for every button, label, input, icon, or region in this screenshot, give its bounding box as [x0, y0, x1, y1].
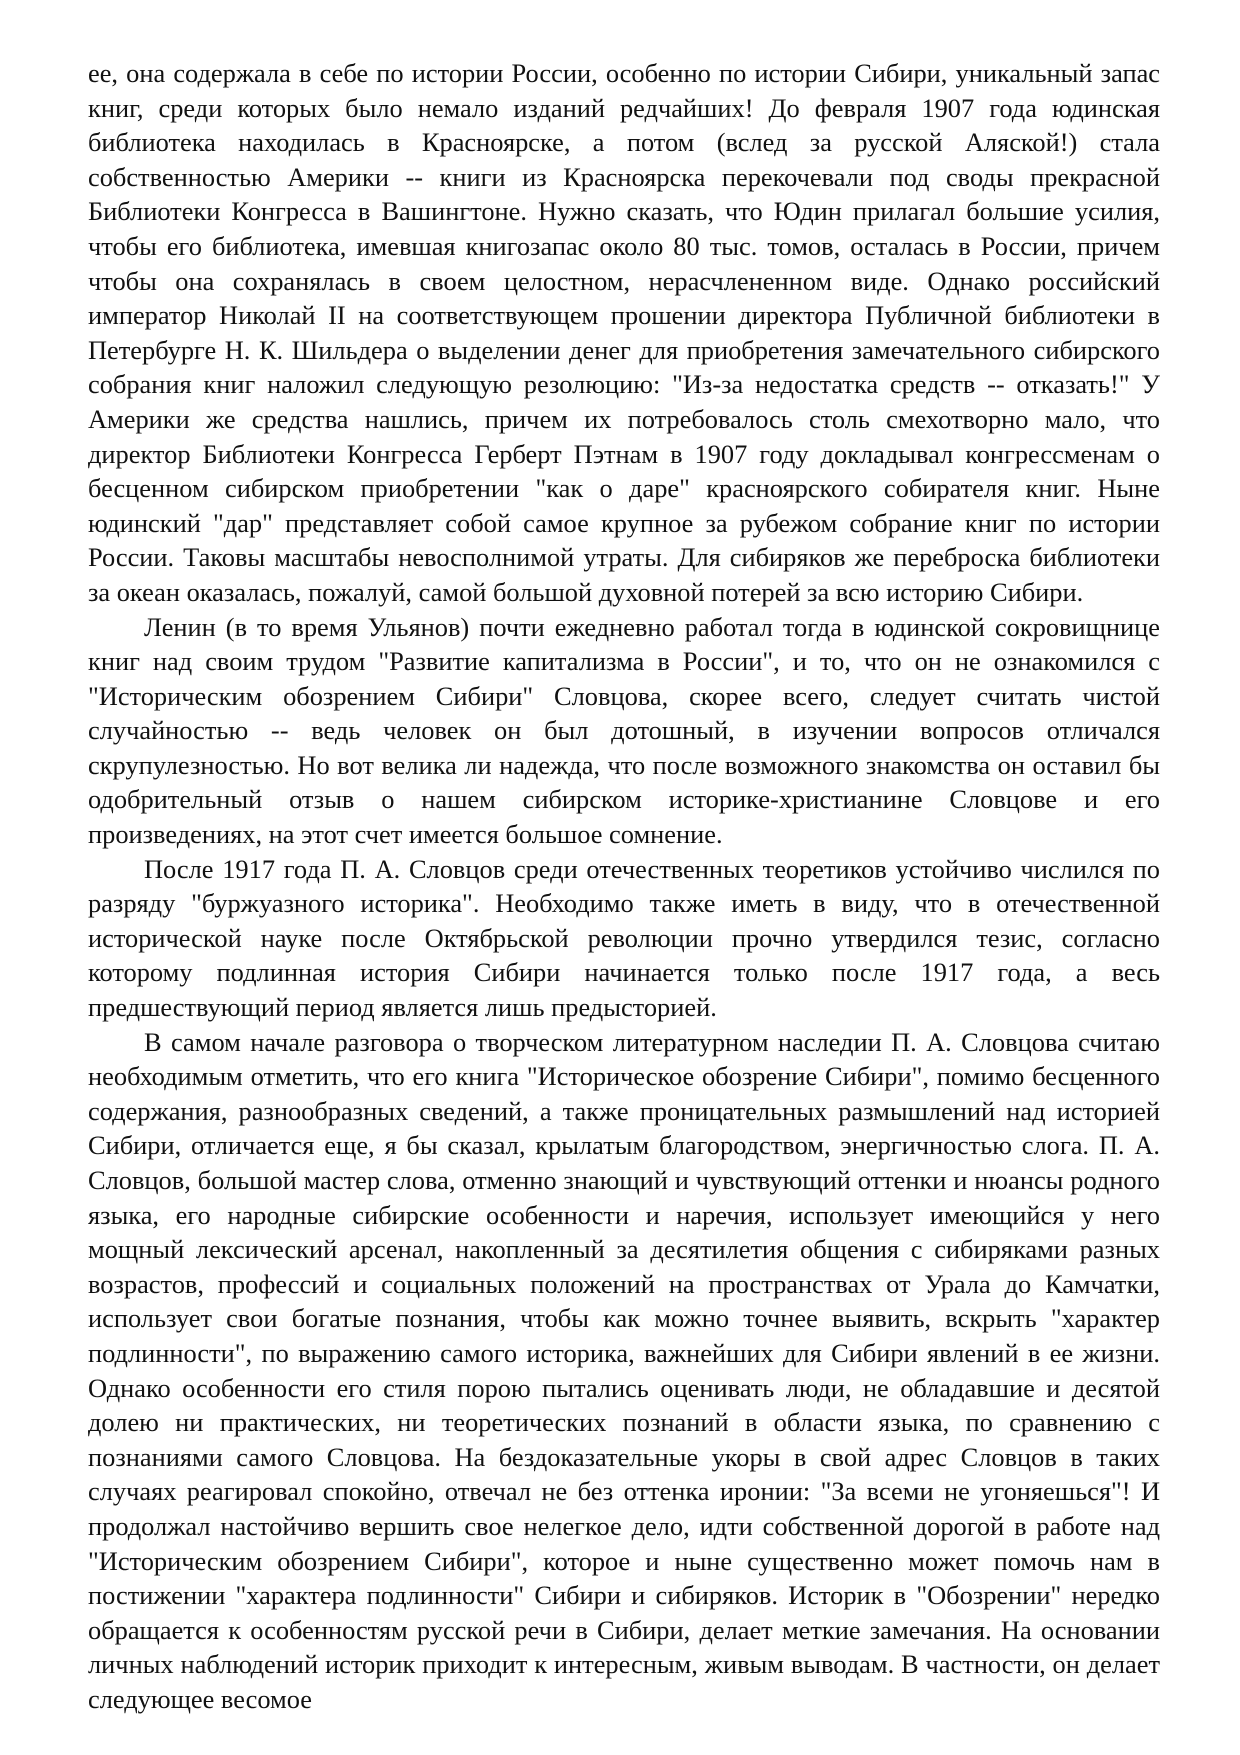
paragraph-lenin: Ленин (в то время Ульянов) почти ежедневно работал тогда в юдинской сокровищнице книг над своим трудом "Развитие капитализма в России", и то, что он не ознакомился с "Историческим обозрением Сибири" Словцова, скорее всего, следует считать чистой случайностью -- ведь человек он был дотошный, в изучении вопросов отличался скрупулезностью. Но вот велика ли надежда, что после возможного знакомства он оставил бы одобрительный отзыв о нашем сибирском историке-христианине Словцове и его произведениях, на этот счет имеется большое сомнение.	[88, 611, 1160, 850]
paragraph-after-1917: После 1917 года П. А. Словцов среди отечественных теоретиков устойчиво числился по разряду "буржуазного историка". Необходимо также иметь в виду, что в отечественной исторической науке после Октябрьской революции прочно утвердился тезис, согласно которому подлинная история Сибири начинается только после 1917 года, а весь предшествующий период является лишь предысторией.	[88, 853, 1160, 1023]
document-page	[88, 56, 1160, 1717]
paragraph-continued: ее, она содержала в себе по истории России, особенно по истории Сибири, уникальный запас книг, среди которых было немало изданий редчайших! До февраля 1907 года юдинская библиотека находилась в Красноярске, а потом (вслед за русской Аляской!) стала собственностью Америки -- книги из Красноярска перекочевали под своды прекрасной Библиотеки Конгресса в Вашингтоне. Нужно сказать, что Юдин прилагал большие усилия, чтобы его библиотека, имевшая книгозапас около 80 тыс. томов, осталась в России, причем чтобы она сохранялась в своем целостном, нерасчлененном виде. Однако российский император Николай II на соответствующем прошении директора Публичной библиотеки в Петербурге Н. К. Шильдера о выделении денег для приобретения замечательного сибирского собрания книг наложил следующую резолюцию: "Из-за недостатка средств -- отказать!" У Америки же средства нашлись, причем их потребовалось столь смехотворно мало, что директор Библиотеки Конгресса Герберт Пэтнам в 1907 году докладывал конгрессменам о бесценном сибирском приобретении "как о даре" красноярского собирателя книг. Ныне юдинский "дар" представляет собой самое крупное за рубежом собрание книг по истории России. Таковы масштабы невосполнимой утраты. Для сибиряков же переброска библиотеки за океан оказалась, пожалуй, самой большой духовной потерей за всю историю Сибири.	[88, 58, 1160, 607]
paragraph-slovtsov-style: В самом начале разговора о творческом литературном наследии П. А. Словцова считаю необходимым отметить, что его книга "Историческое обозрение Сибири", помимо бесценного содержания, разнообразных сведений, а также проницательных размышлений над историей Сибири, отличается еще, я бы сказал, крылатым благородством, энергичностью слога. П. А. Словцов, большой мастер слова, отменно знающий и чувствующий оттенки и нюансы родного языка, его народные сибирские особенности и наречия, использует имеющийся у него мощный лексический арсенал, накопленный за десятилетия общения с сибиряками разных возрастов, профессий и социальных положений на пространствах от Урала до Камчатки, использует свои богатые познания, чтобы как можно точнее выявить, вскрыть "характер подлинности", по выражению самого историка, важнейших для Сибири явлений в ее жизни. Однако особенности его стиля порою пытались оценивать люди, не обладавшие и десятой долею ни практических, ни теоретических познаний в области языка, по сравнению с познаниями самого Словцова. На бездоказательные укоры в свой адрес Словцов в таких случаях реагировал спокойно, отвечал не без оттенка иронии: "За всеми не угоняешься"! И продолжал настойчиво вершить свое нелегкое дело, идти собственной дорогой в работе над "Историческим обозрением Сибири", которое и ныне существенно может помочь нам в постижении "характера подлинности" Сибири и сибиряков. Историк в "Обозрении" нередко обращается к особенностям русской речи в Сибири, делает меткие замечания. На основании личных наблюдений историк приходит к интересным, живым выводам. В частности, он делает следующее весомое	[88, 1026, 1160, 1714]
